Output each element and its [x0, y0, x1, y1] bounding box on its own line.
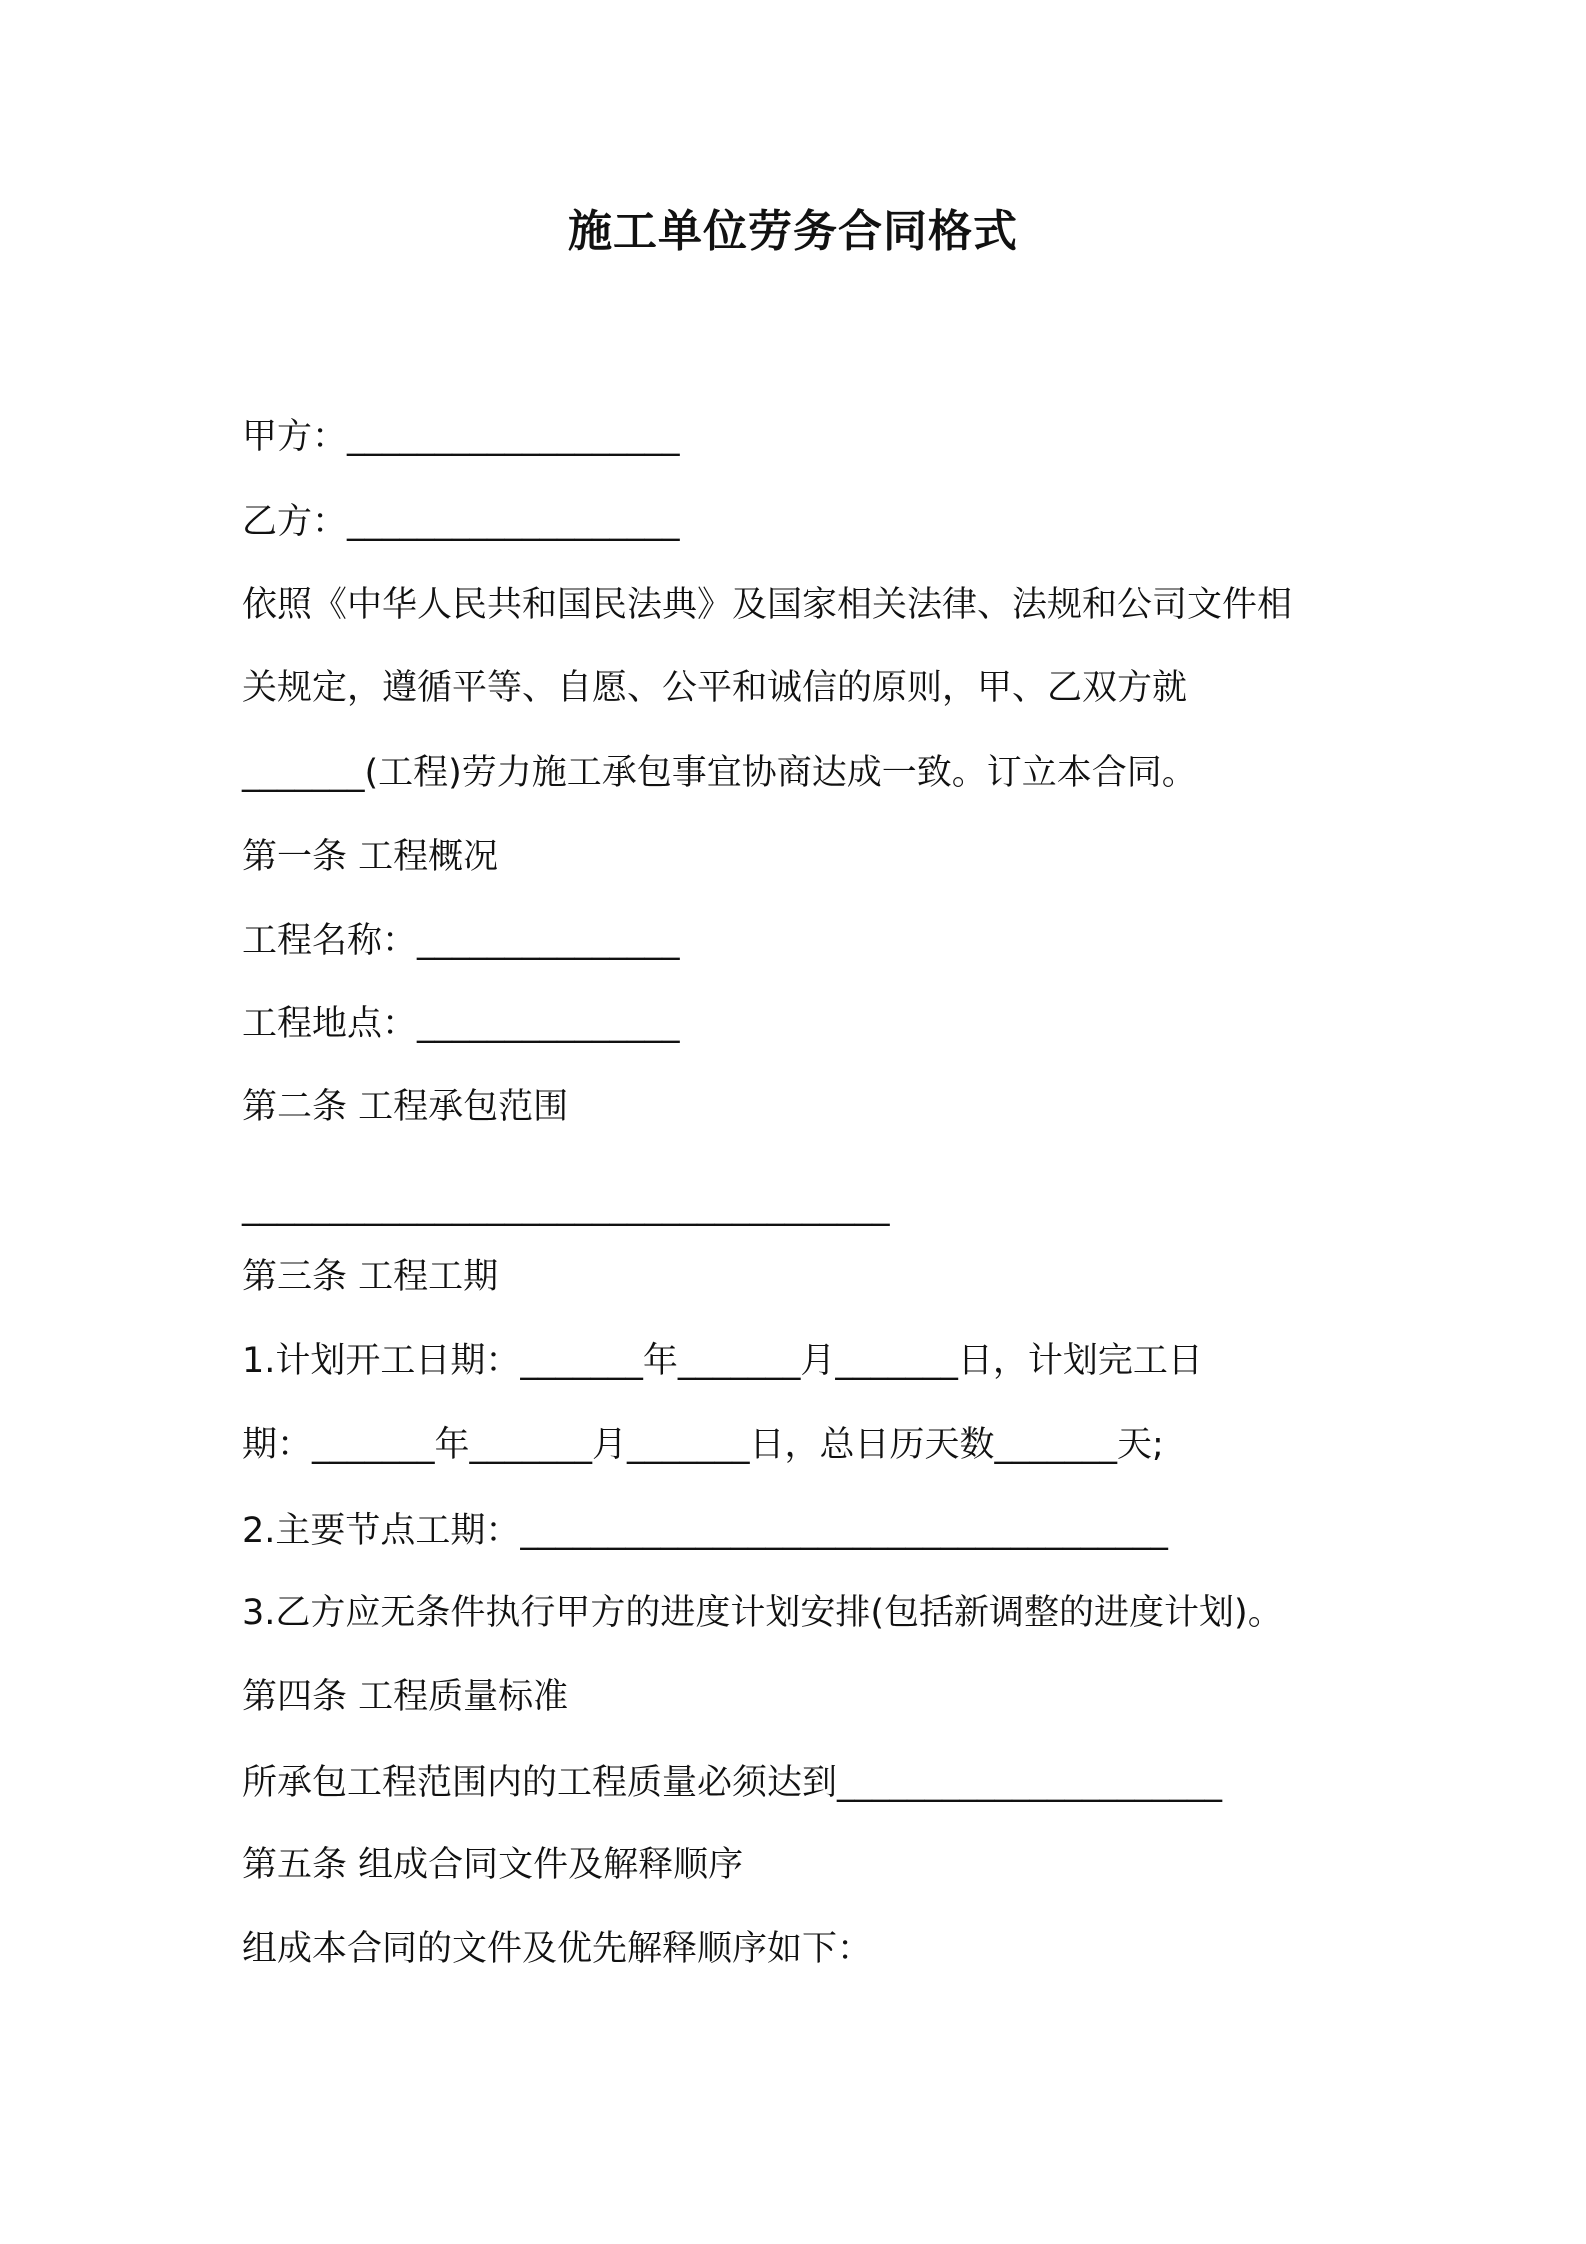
- document-title: 施工单位劳务合同格式: [568, 206, 1018, 257]
- progress-plan-line: 3.乙方应无条件执行甲方的进度计划安排(包括新调整的进度计划)。: [242, 1593, 1283, 1633]
- project-location-line: 工程地点：_______________: [242, 1004, 680, 1044]
- party-a-line: 甲方：___________________: [242, 417, 680, 457]
- preamble-line-3: _______(工程)劳力施工承包事宜协商达成一致。订立本合同。: [242, 753, 1197, 793]
- schedule-line-2: 期：_______年_______月_______日，总日历天数_______天;: [242, 1425, 1164, 1465]
- article-5-heading: 第五条 组成合同文件及解释顺序: [242, 1845, 744, 1885]
- article-3-heading: 第三条 工程工期: [242, 1257, 499, 1297]
- milestone-line: 2.主要节点工期：_____________________________________: [242, 1511, 1168, 1551]
- article-4-heading: 第四条 工程质量标准: [242, 1677, 569, 1717]
- quality-standard-line: 所承包工程范围内的工程质量必须达到______________________: [242, 1763, 1223, 1803]
- article-1-heading: 第一条 工程概况: [242, 837, 499, 877]
- party-b-line: 乙方：___________________: [242, 502, 680, 542]
- schedule-line-1: 1.计划开工日期：_______年_______月_______日，计划完工日: [242, 1341, 1203, 1381]
- scope-blank-line: _____________________________________: [242, 1187, 890, 1227]
- project-name-line: 工程名称：_______________: [242, 921, 680, 961]
- preamble-line-1: 依照《中华人民共和国民法典》及国家相关法律、法规和公司文件相: [242, 585, 1293, 625]
- documents-order-line: 组成本合同的文件及优先解释顺序如下：: [242, 1929, 873, 1969]
- article-2-heading: 第二条 工程承包范围: [242, 1087, 569, 1127]
- preamble-line-2: 关规定，遵循平等、自愿、公平和诚信的原则，甲、乙双方就: [242, 668, 1188, 708]
